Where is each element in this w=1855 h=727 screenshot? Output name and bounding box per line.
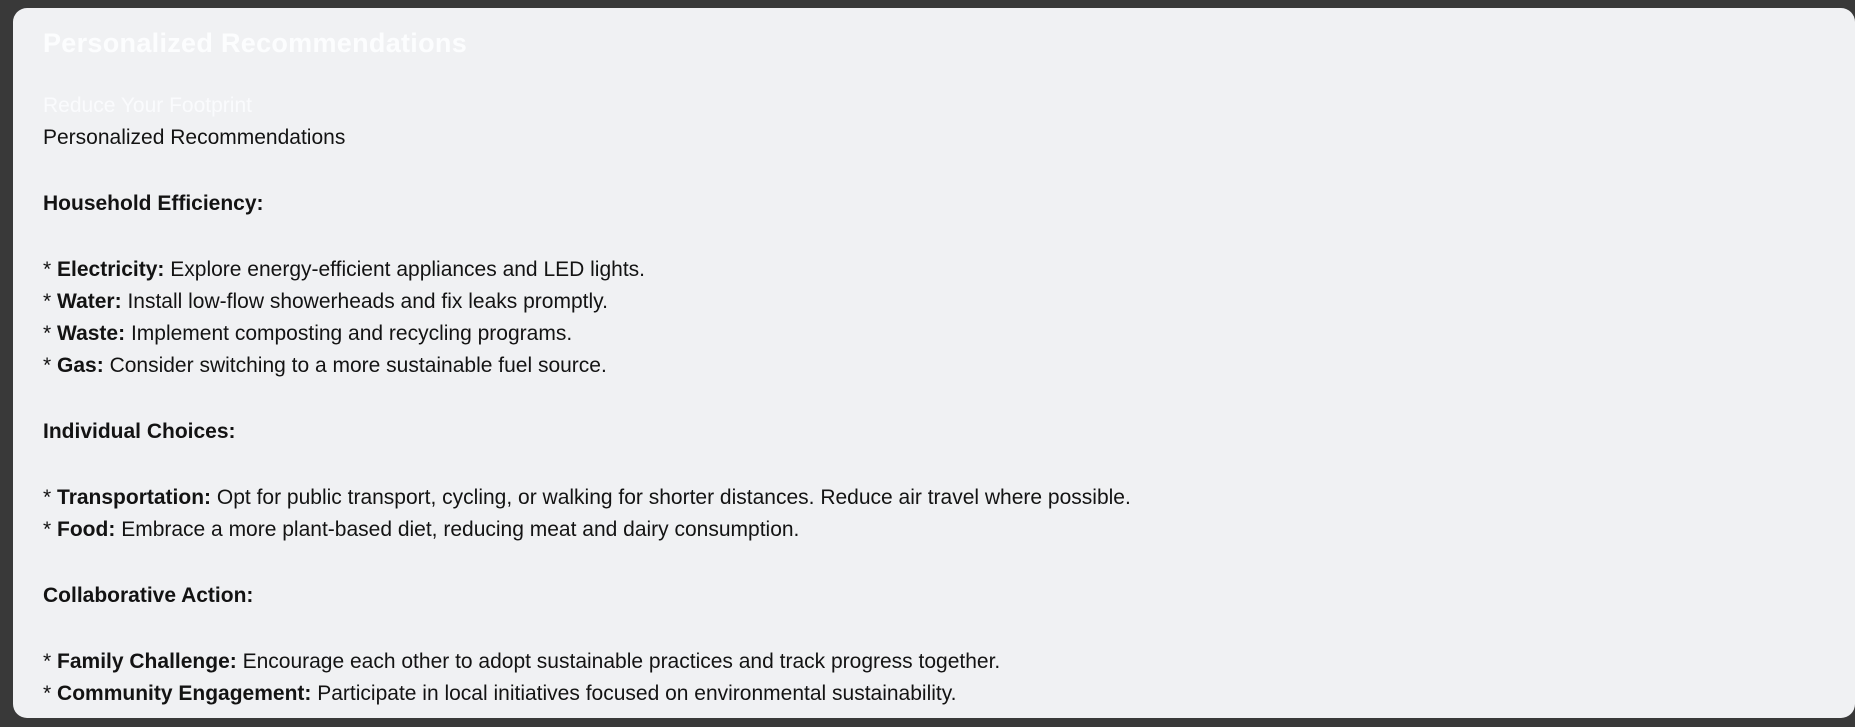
spacer [43,382,1815,416]
bullet-marker: * [43,650,52,673]
item-label: Community Engagement: [57,682,312,705]
item-text: Participate in local initiatives focused on environmental sustainability. [317,682,957,705]
card-subtitle: Reduce Your Footprint [43,94,252,117]
bullet-marker: * [43,354,52,377]
section-heading-household-efficiency: Household Efficiency: [43,192,264,215]
item-text: Embrace a more plant-based diet, reducing meat and dairy consumption. [121,518,800,541]
item-label: Family Challenge: [57,650,237,673]
section-heading-collaborative-action: Collaborative Action: [43,584,254,607]
recommendation-item-food [43,514,1815,546]
spacer [43,220,1815,254]
spacer [43,448,1815,482]
card-content [13,8,1855,710]
recommendation-item-waste [43,318,1815,350]
item-label: Waste: [57,322,126,345]
card-title: Personalized Recommendations [43,28,468,58]
item-text: Install low-flow showerheads and fix leaks promptly. [127,290,608,313]
spacer [43,154,1815,188]
spacer [43,546,1815,580]
recommendations-card [13,8,1855,718]
bullet-marker: * [43,518,52,541]
item-text: Implement composting and recycling programs. [130,322,573,345]
bullet-marker: * [43,486,52,509]
recommendation-item-family-challenge [43,646,1815,678]
bullet-marker: * [43,682,52,705]
response-heading: Personalized Recommendations [43,126,346,149]
item-label: Water: [57,290,122,313]
item-label: Transportation: [57,486,212,509]
recommendation-item-gas [43,350,1815,382]
recommendation-item-community-engagement [43,678,1815,710]
bullet-marker: * [43,322,52,345]
recommendation-item-transportation [43,482,1815,514]
recommendation-item-water [43,286,1815,318]
recommendation-item-electricity [43,254,1815,286]
item-text: Encourage each other to adopt sustainable practices and track progress together. [242,650,1001,673]
section-heading-individual-choices: Individual Choices: [43,420,236,443]
bullet-marker: * [43,290,52,313]
bullet-marker: * [43,258,52,281]
item-text: Opt for public transport, cycling, or walking for shorter distances. Reduce air travel where possible. [216,486,1131,509]
item-label: Food: [57,518,116,541]
item-label: Electricity: [57,258,165,281]
item-label: Gas: [57,354,104,377]
item-text: Consider switching to a more sustainable fuel source. [109,354,607,377]
spacer [43,612,1815,646]
item-text: Explore energy-efficient appliances and LED lights. [170,258,645,281]
